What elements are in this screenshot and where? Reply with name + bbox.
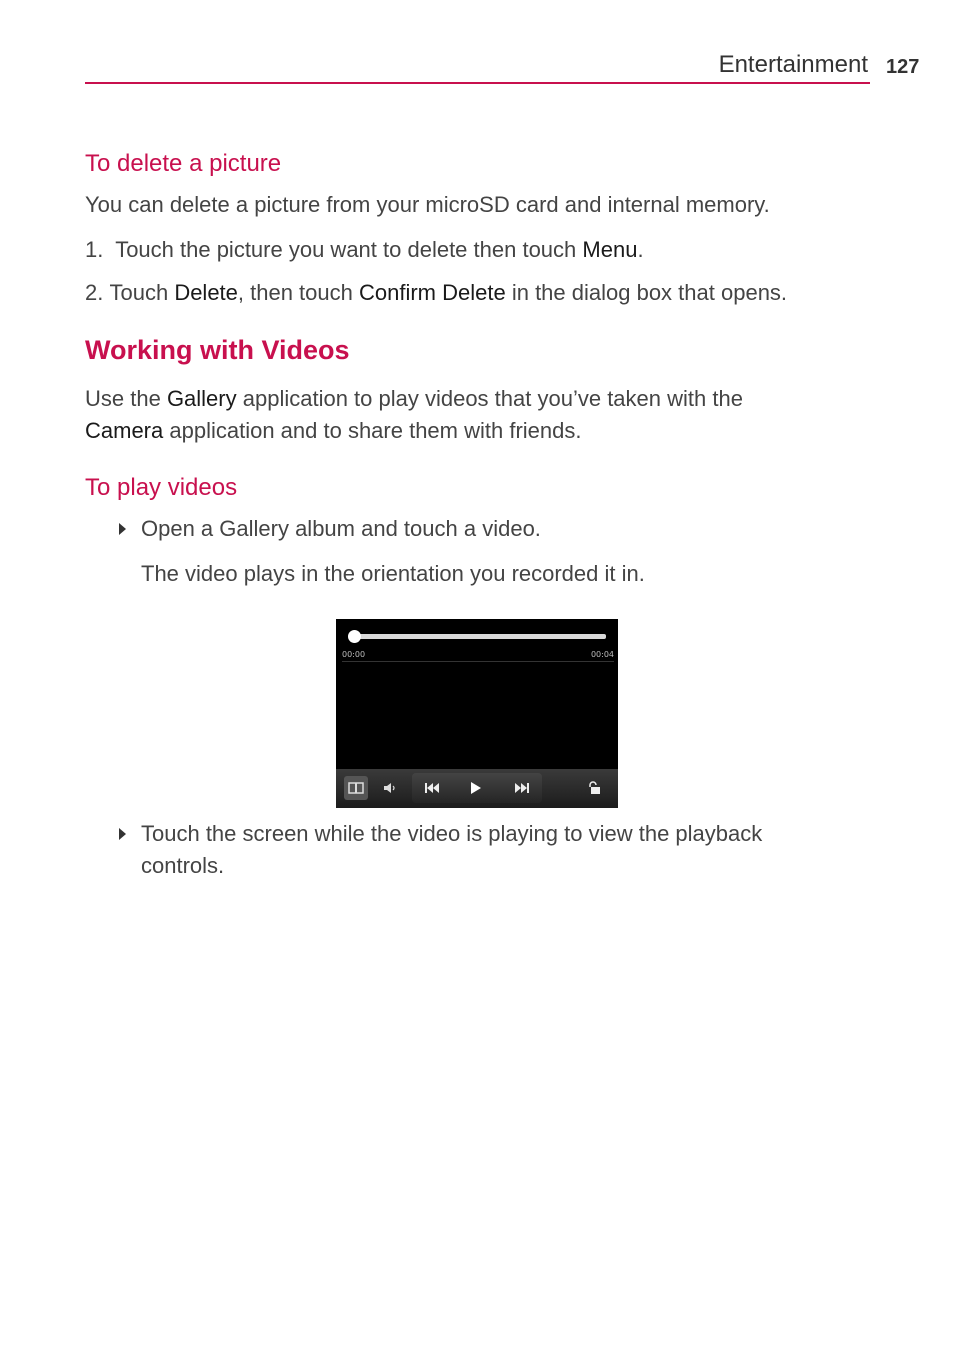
elapsed-time: 00:00 — [342, 650, 366, 659]
intro-text: Use the — [85, 386, 167, 411]
menu-term: Menu — [582, 237, 638, 262]
next-icon[interactable] — [510, 776, 534, 800]
delete-step-1 — [85, 234, 644, 266]
aspect-icon[interactable] — [344, 776, 368, 800]
page-header — [85, 48, 870, 84]
bullet-touch-screen — [119, 818, 762, 882]
volume-icon[interactable] — [378, 776, 402, 800]
delete-term: Delete — [174, 280, 238, 305]
section-title: Entertainment — [718, 51, 868, 78]
play-icon[interactable] — [464, 776, 488, 800]
videos-intro-line-1 — [85, 383, 743, 415]
lock-icon[interactable] — [582, 776, 606, 800]
orientation-note: The video plays in the orientation you recorded it in. — [141, 561, 645, 586]
divider — [342, 661, 614, 662]
confirm-delete-term: Confirm Delete — [359, 280, 506, 305]
bullet-arrow-icon — [119, 523, 126, 535]
progress-knob[interactable] — [348, 630, 361, 643]
step-text-end: in the dialog box that opens. — [505, 280, 788, 305]
progress-bar[interactable] — [355, 634, 606, 639]
bullet-text: Open a Gallery album and touch a video. — [141, 516, 541, 541]
step-text: Touch — [109, 280, 175, 305]
heading-play-videos: To play videos — [85, 474, 238, 501]
video-player-screenshot — [336, 619, 618, 808]
total-time: 00:04 — [590, 650, 614, 659]
delete-intro: You can delete a picture from your microSD card and internal memory. — [85, 192, 770, 217]
delete-step-2 — [85, 277, 787, 309]
bullet-text-line-1: Touch the screen while the video is playing to view the playback — [141, 821, 763, 846]
step-number: 1. — [85, 237, 104, 262]
videos-intro-line-2 — [85, 415, 582, 447]
step-number: 2. — [85, 280, 104, 305]
bullet-text-line-2: controls. — [141, 853, 225, 878]
camera-term: Camera — [85, 418, 164, 443]
page-number: 127 — [886, 56, 920, 78]
gallery-term: Gallery — [166, 386, 237, 411]
heading-working-with-videos: Working with Videos — [85, 335, 350, 365]
playback-controls — [336, 769, 618, 808]
step-text-end: . — [637, 237, 644, 262]
bullet-open-album — [119, 513, 541, 545]
step-text-mid: , then touch — [237, 280, 359, 305]
step-text: Touch the picture you want to delete then touch — [115, 237, 583, 262]
previous-icon[interactable] — [420, 776, 444, 800]
intro-text-end: application and to share them with friends. — [163, 418, 582, 443]
intro-text-cont: application to play videos that you’ve taken with the — [236, 386, 743, 411]
heading-delete-picture: To delete a picture — [85, 150, 282, 177]
bullet-arrow-icon — [119, 828, 126, 840]
